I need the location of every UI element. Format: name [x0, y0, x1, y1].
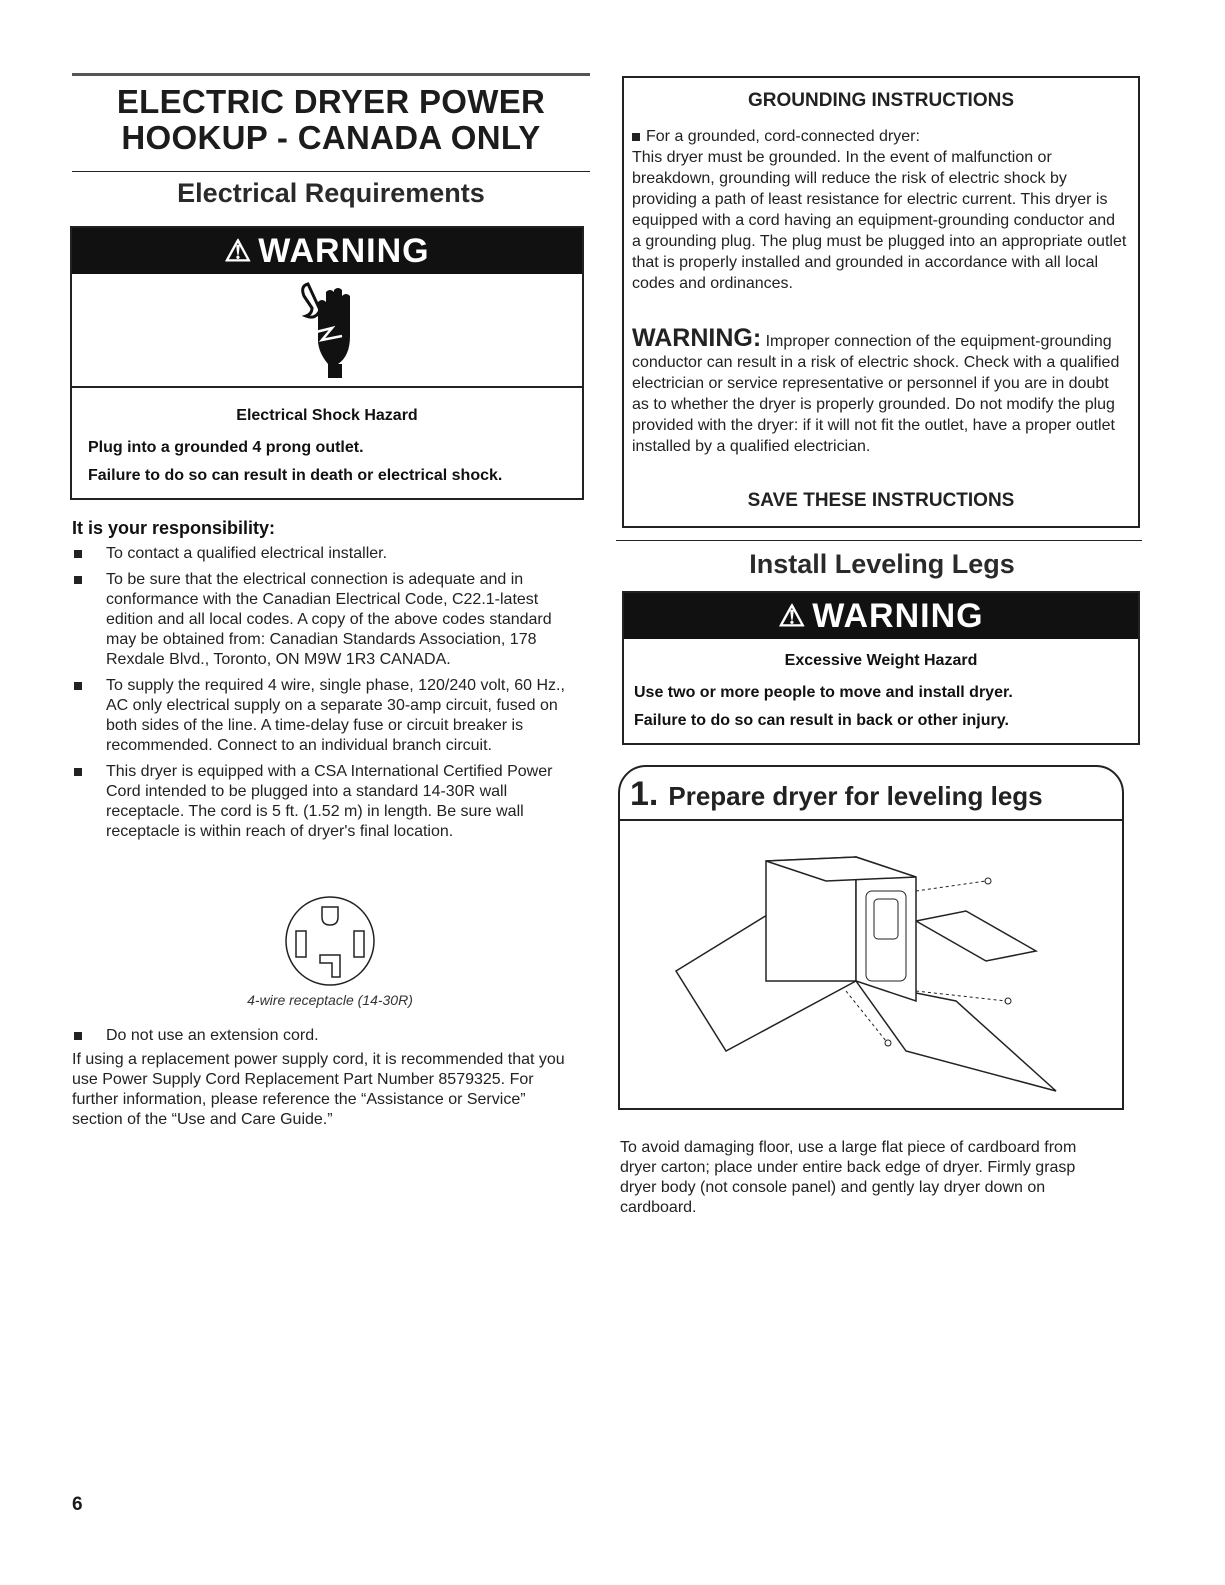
bullet-square-icon — [74, 1032, 82, 1040]
title-line-2: HOOKUP - CANADA ONLY — [121, 119, 541, 156]
bullet-square-icon — [74, 550, 82, 558]
warning-banner — [72, 228, 582, 274]
list-item: Do not use an extension cord. — [72, 1026, 572, 1046]
install-leveling-legs-heading: Install Leveling Legs — [749, 549, 1015, 579]
save-instructions: SAVE THESE INSTRUCTIONS — [747, 490, 1015, 511]
list-item: To contact a qualified electrical installer. — [72, 544, 572, 564]
list-item: To supply the required 4 wire, single phase, 120/240 volt, 60 Hz., AC only electrical supply on a separate 30-amp circuit, fused on both sides of the line. A time-delay fuse or circuit breaker is recommended. Connect to an individual branch circuit. — [72, 676, 572, 756]
warning-line-1: Plug into a grounded 4 prong outlet. — [88, 439, 364, 456]
replacement-cord-paragraph: If using a replacement power supply cord, it is recommended that you use Power Supply Cord Replacement Part Number 8579325. For further information, please reference the “Assistance or Service” section of the “Use and Care Guide.” — [72, 1051, 565, 1128]
electrical-shock-hand-icon — [298, 280, 362, 380]
step-number: 1. — [630, 775, 659, 813]
right-section-divider — [616, 540, 1142, 541]
weight-warning-box — [622, 591, 1140, 745]
bullet-square-icon — [632, 133, 640, 141]
receptacle-14-30r-icon — [282, 893, 378, 989]
warning-line-2: Failure to do so can result in death or electrical shock. — [88, 467, 503, 484]
electrical-shock-hazard: Electrical Shock Hazard — [236, 407, 418, 424]
warning-inner-divider — [72, 386, 582, 388]
grounding-bullet: For a grounded, cord-connected dryer: — [632, 126, 1128, 147]
extension-list — [72, 1026, 572, 1052]
bullet-square-icon — [74, 768, 82, 776]
title-divider — [72, 171, 590, 172]
grounding-title: GROUNDING INSTRUCTIONS — [748, 90, 1014, 111]
warning-banner — [624, 593, 1138, 639]
top-rule-left — [72, 73, 590, 76]
warning-line-2: Failure to do so can result in back or other injury. — [634, 712, 1009, 729]
step-1-title: 1. Prepare dryer for leveling legs — [630, 775, 1043, 813]
list-item: To be sure that the electrical connection is adequate and in conformance with the Canadian Electrical Code, C22.1-latest edition and all local codes. A copy of the above codes standard may be obtained from: Canadian Standards Association, 178 Rexdale Blvd., Toronto, ON M9W 1R3 CANADA. — [72, 570, 572, 670]
step-title-divider — [618, 819, 1124, 821]
responsibility-heading: It is your responsibility: — [72, 518, 276, 538]
electrical-requirements-heading: Electrical Requirements — [177, 178, 485, 208]
dryer-on-cardboard-illustration — [656, 851, 1096, 1101]
title-line-1: ELECTRIC DRYER POWER — [116, 83, 546, 120]
warning-triangle-icon: ⚠ — [224, 234, 253, 268]
warning-line-1: Use two or more people to move and install dryer. — [634, 684, 1013, 701]
step-1-paragraph: To avoid damaging floor, use a large flat piece of cardboard from dryer carton; place under entire back edge of dryer. Firmly grasp dryer body (not console panel) and gently lay dryer down on cardboard. — [620, 1139, 1077, 1216]
page-number: 6 — [72, 1494, 83, 1515]
step-1-box — [618, 765, 1124, 1110]
excessive-weight-hazard: Excessive Weight Hazard — [784, 652, 978, 669]
electrical-warning-box — [70, 226, 584, 500]
grounding-warning-paragraph: WARNING: Improper connection of the equipment-grounding conductor can result in a risk of electric shock. Check with a qualified electrician or service representative or personnel if you are in doubt as to whether the dryer is properly grounded. Do not modify the plug provided with the dryer: if it will not fit the outlet, have a proper outlet installed by a qualified electrician. — [632, 324, 1120, 455]
grounding-warning-word: WARNING: — [632, 324, 762, 352]
page-title — [72, 84, 590, 156]
grounding-paragraph: This dryer must be grounded. In the event of malfunction or breakdown, grounding will reduce the risk of electric shock by providing a path of least resistance for electric current. This dryer is equipped with a cord having an equipment-grounding conductor and a grounding plug. The plug must be plugged into an appropriate outlet that is properly installed and grounded in accordance with all local codes and ordinances. — [632, 149, 1127, 292]
responsibility-list — [72, 544, 572, 848]
bullet-square-icon — [74, 682, 82, 690]
list-item: This dryer is equipped with a CSA International Certified Power Cord intended to be plugged into a standard 14-30R wall receptacle. The cord is 5 ft. (1.52 m) in length. Be sure wall receptacle is within reach of dryer's final location. — [72, 762, 572, 842]
warning-banner-text: WARNING — [812, 596, 984, 635]
grounding-instructions-box — [622, 76, 1140, 528]
warning-banner-text: WARNING — [258, 231, 430, 270]
warning-triangle-icon: ⚠ — [778, 599, 807, 633]
bullet-square-icon — [74, 576, 82, 584]
receptacle-caption: 4-wire receptacle (14-30R) — [247, 992, 413, 1008]
